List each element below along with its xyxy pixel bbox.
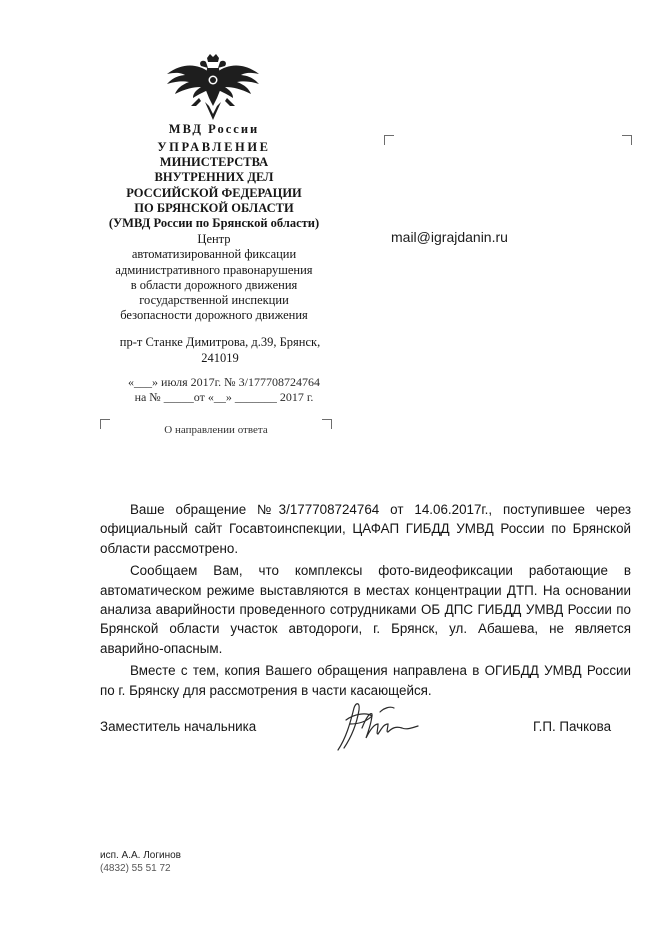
center-line: автоматизированной фиксации [131, 247, 297, 262]
double-headed-eagle-emblem-icon [163, 54, 263, 122]
center-line: безопасности дорожного движения [120, 308, 308, 323]
department-line: МИНИСТЕРСТВА [159, 155, 269, 170]
center-line: в области дорожного движения [130, 277, 298, 292]
center-line: Центр [197, 232, 231, 246]
subject-field [100, 419, 332, 439]
department-line: РОССИЙСКОЙ ФЕДЕРАЦИИ [126, 185, 302, 200]
body-paragraph: Вместе с тем, копия Вашего обращения направлена в ОГИБДД УМВД России по г. Брянску для рассмотрения в части касающейся. [100, 663, 631, 698]
executor-phone: (4832) 55 51 72 [100, 863, 171, 874]
department-line: ПО БРЯНСКОЙ ОБЛАСТИ [134, 200, 294, 215]
address-line: 241019 [201, 350, 239, 365]
handwritten-signature-icon [332, 698, 422, 756]
department-line: УПРАВЛЕНИЕ [157, 140, 271, 154]
incoming-reference-line: на № _____от «__» _______ 2017 г. [134, 390, 314, 404]
center-name [92, 232, 336, 324]
sender-address [100, 335, 340, 366]
address-line: пр-т Станке Димитрова, д.39, Брянск, [119, 335, 321, 349]
corner-mark [384, 135, 394, 145]
recipient-field [384, 135, 632, 155]
outgoing-number-line: «___» июля 2017г. № 3/177708724764 [128, 375, 320, 389]
signatory-title: Заместитель начальника [100, 719, 257, 734]
executor-name: исп. А.А. Логинов [100, 850, 181, 861]
center-line: административного правонарушения [115, 262, 313, 277]
corner-mark [622, 135, 632, 145]
body-paragraph: Ваше обращение №3/177708724764 от 14.06.2017г., поступившее через официальный сайт Госавтоинспекции, ЦАФАП ГИБДД УМВД России по Брянской области рассмотрено. [100, 502, 631, 556]
center-line: государственной инспекции [139, 293, 289, 308]
recipient-email: mail@igrajdanin.ru [391, 229, 508, 245]
department-line: (УМВД России по Брянской области) [108, 216, 320, 231]
subject-text: О направлении ответа [164, 424, 268, 436]
executor-info [100, 849, 181, 875]
letter-body [100, 500, 631, 703]
ministry-name: МВД России [168, 122, 260, 136]
body-paragraph: Сообщаем Вам, что комплексы фото-видеофиксации работающие в автоматическом режиме выставляются в местах концентрации ДТП. На основании анализа аварийности проведенного сотрудниками ОБ ДПС ГИБДД УМВД России по Брянской области участок автодороги, г. Брянск, ул. Абашева, не является аварийно-опасным. [100, 563, 631, 656]
department-name [94, 140, 334, 231]
department-line: ВНУТРЕННИХ ДЕЛ [154, 170, 274, 185]
outgoing-reference [104, 375, 344, 405]
signatory-name: Г.П. Пачкова [533, 719, 612, 734]
